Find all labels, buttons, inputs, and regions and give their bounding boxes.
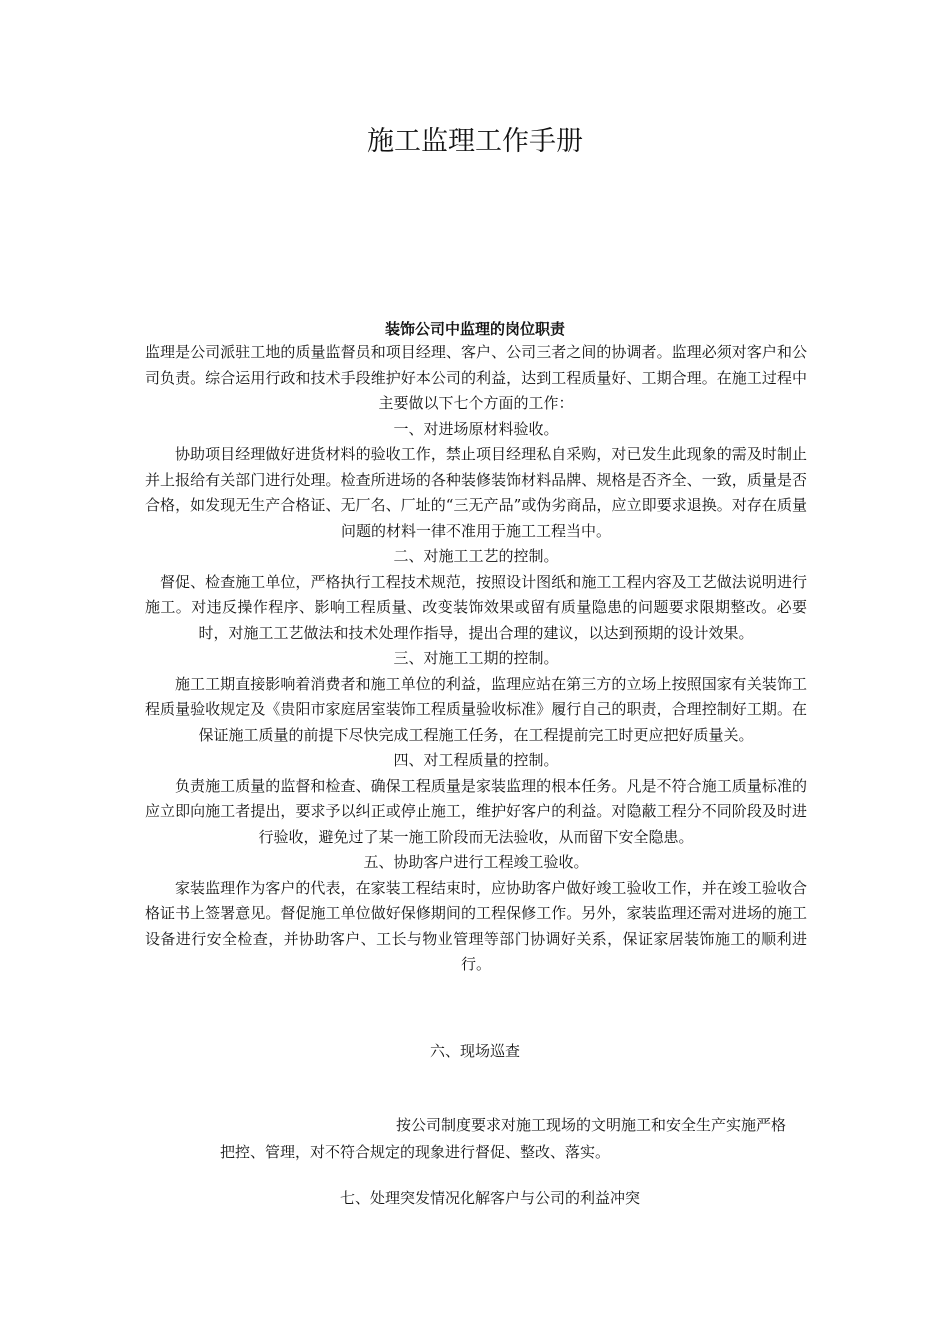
document-title: 施工监理工作手册 [367, 126, 583, 157]
intro-paragraph: 监理是公司派驻工地的质量监督员和项目经理、客户、公司三者之间的协调者。监理必须对客户和公司负责。综合运用行政和技术手段维护好本公司的利益，达到工程质量好、工期合理。在施工过程中主要做以下七个方面的工作： [145, 343, 807, 412]
document-body [145, 340, 807, 978]
item-heading-5: 五、协助客户进行工程竣工验收。 [363, 853, 589, 871]
item-heading-1: 一、对进场原材料验收。 [393, 419, 559, 438]
item-paragraph-2: 督促、检查施工单位，严格执行工程技术规范，按照设计图纸和施工工程内容及工艺做法说明进行施工。对违反操作程序、影响工程质量、改变装饰效果或留有质量隐患的问题要求限期整改。必要时，对施工工艺做法和技术处理作指导，提出合理的建议，以达到预期的设计效果。 [145, 572, 807, 642]
item-paragraph-6: 按公司制度要求对施工现场的文明施工和安全生产实施严格把控、管理，对不符合规定的现象进行督促、整改、落实。 [220, 1116, 787, 1161]
section-heading: 装饰公司中监理的岗位职责 [384, 320, 565, 338]
item-paragraph-4: 负责施工质量的监督和检查、确保工程质量是家装监理的根本任务。凡是不符合施工质量标准的应立即向施工者提出，要求予以纠正或停止施工，维护好客户的利益。对隐蔽工程分不同阶段及时进行验收，避免过了某一施工阶段而无法验收，从而留下安全隐患。 [145, 776, 807, 846]
item-heading-6: 六、现场巡查 [429, 1042, 520, 1060]
item-paragraph-3: 施工工期直接影响着消费者和施工单位的利益，监理应站在第三方的立场上按照国家有关装饰工程质量验收规定及《贵阳市家庭居室装饰工程质量验收标准》履行自己的职责，合理控制好工期。在保证施工质量的前提下尽快完成工程施工任务，在工程提前完工时更应把好质量关。 [145, 674, 807, 744]
item-heading-7: 七、处理突发情况化解客户与公司的利益冲突 [339, 1189, 640, 1207]
item-paragraph-5: 家装监理作为客户的代表，在家装工程结束时，应协助客户做好竣工验收工作，并在竣工验收合格证书上签署意见。督促施工单位做好保修期间的工程保修工作。另外，家装监理还需对进场的施工设备进行安全检查，并协助客户、工长与物业管理等部门协调好关系，保证家居装饰施工的顺利进行。 [145, 878, 807, 973]
item-heading-3: 三、对施工工期的控制。 [393, 649, 559, 667]
item-paragraph-1: 协助项目经理做好进货材料的验收工作，禁止项目经理私自采购，对已发生此现象的需及时制止并上报给有关部门进行处理。检查所进场的各种装修装饰材料品牌、规格是否齐全、一致，质量是否合格，如发现无生产合格证、无厂名、厂址的“三无产品”或伪劣商品，应立即要求退换。对存在质量问题的材料一律不准用于施工工程当中。 [145, 445, 807, 540]
item-heading-4: 四、对工程质量的控制。 [393, 751, 559, 769]
item-heading-2: 二、对施工工艺的控制。 [393, 547, 559, 565]
